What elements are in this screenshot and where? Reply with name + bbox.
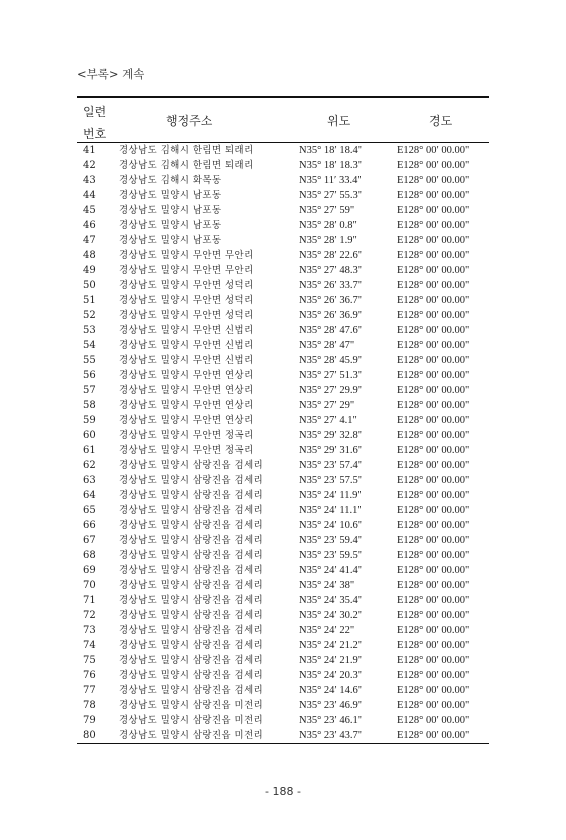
row-address: 경상남도 밀양시 삼랑진읍 검세리 [119, 475, 264, 486]
row-longitude: E128° 00′ 00.00" [397, 490, 470, 501]
table-row [77, 323, 489, 338]
row-address: 경상남도 밀양시 삼랑진읍 검세리 [119, 535, 264, 546]
table-bottom-rule [77, 743, 489, 744]
row-number: 58 [83, 400, 96, 411]
row-longitude: E128° 00′ 00.00" [397, 355, 470, 366]
row-address: 경상남도 밀양시 무안면 연상리 [119, 400, 254, 411]
row-latitude: N35° 29′ 31.6" [299, 445, 362, 456]
row-longitude: E128° 00′ 00.00" [397, 625, 470, 636]
table-row [77, 728, 489, 743]
header-address: 행정주소 [166, 114, 213, 128]
row-address: 경상남도 밀양시 무안면 성덕리 [119, 280, 254, 291]
row-number: 48 [83, 250, 96, 261]
table-row [77, 413, 489, 428]
row-address: 경상남도 밀양시 삼랑진읍 미전리 [119, 730, 264, 741]
row-address: 경상남도 밀양시 남포동 [119, 190, 222, 201]
row-number: 61 [83, 445, 96, 456]
row-number: 73 [83, 625, 96, 636]
table-row [77, 653, 489, 668]
row-address: 경상남도 밀양시 무안면 연상리 [119, 370, 254, 381]
row-latitude: N35° 23′ 59.4" [299, 535, 362, 546]
row-address: 경상남도 김해시 화목동 [119, 175, 222, 186]
table-row [77, 398, 489, 413]
row-number: 53 [83, 325, 96, 336]
row-address: 경상남도 밀양시 무안면 신법리 [119, 325, 254, 336]
row-number: 44 [83, 190, 96, 201]
row-number: 52 [83, 310, 96, 321]
row-number: 64 [83, 490, 96, 501]
row-number: 72 [83, 610, 96, 621]
row-longitude: E128° 00′ 00.00" [397, 685, 470, 696]
row-number: 54 [83, 340, 96, 351]
row-longitude: E128° 00′ 00.00" [397, 445, 470, 456]
row-longitude: E128° 00′ 00.00" [397, 220, 470, 231]
table-row [77, 638, 489, 653]
table-row [77, 713, 489, 728]
row-number: 43 [83, 175, 96, 186]
table-row [77, 503, 489, 518]
table-row [77, 548, 489, 563]
row-latitude: N35° 26′ 36.9" [299, 310, 362, 321]
header-serial-line2: 번호 [83, 127, 107, 141]
row-longitude: E128° 00′ 00.00" [397, 715, 470, 726]
row-address: 경상남도 밀양시 삼랑진읍 검세리 [119, 565, 264, 576]
row-latitude: N35° 24′ 22" [299, 625, 355, 636]
row-latitude: N35° 24′ 38" [299, 580, 355, 591]
row-number: 65 [83, 505, 96, 516]
row-longitude: E128° 00′ 00.00" [397, 250, 470, 261]
row-address: 경상남도 밀양시 삼랑진읍 미전리 [119, 715, 264, 726]
row-number: 63 [83, 475, 96, 486]
row-latitude: N35° 24′ 30.2" [299, 610, 362, 621]
row-latitude: N35° 24′ 41.4" [299, 565, 362, 576]
row-latitude: N35° 24′ 11.1" [299, 505, 362, 516]
row-number: 76 [83, 670, 96, 681]
row-number: 68 [83, 550, 96, 561]
row-address: 경상남도 밀양시 삼랑진읍 검세리 [119, 610, 264, 621]
row-longitude: E128° 00′ 00.00" [397, 580, 470, 591]
row-number: 77 [83, 685, 96, 696]
row-longitude: E128° 00′ 00.00" [397, 385, 470, 396]
row-longitude: E128° 00′ 00.00" [397, 640, 470, 651]
table-row [77, 338, 489, 353]
table-row [77, 668, 489, 683]
table-row [77, 458, 489, 473]
row-address: 경상남도 밀양시 삼랑진읍 검세리 [119, 490, 264, 501]
row-longitude: E128° 00′ 00.00" [397, 550, 470, 561]
row-address: 경상남도 밀양시 삼랑진읍 검세리 [119, 685, 264, 696]
row-longitude: E128° 00′ 00.00" [397, 415, 470, 426]
table-row [77, 563, 489, 578]
row-latitude: N35° 28′ 0.8" [299, 220, 357, 231]
row-number: 59 [83, 415, 96, 426]
row-address: 경상남도 밀양시 삼랑진읍 검세리 [119, 655, 264, 666]
row-address: 경상남도 밀양시 무안면 무안리 [119, 265, 254, 276]
table-row [77, 308, 489, 323]
row-latitude: N35° 29′ 32.8" [299, 430, 362, 441]
header-longitude: 경도 [429, 114, 453, 128]
header-serial-line1: 일련 [83, 105, 107, 119]
row-latitude: N35° 27′ 29" [299, 400, 355, 411]
row-latitude: N35° 28′ 1.9" [299, 235, 357, 246]
table-row [77, 533, 489, 548]
row-number: 74 [83, 640, 96, 651]
row-longitude: E128° 00′ 00.00" [397, 655, 470, 666]
row-latitude: N35° 27′ 4.1" [299, 415, 357, 426]
table-row [77, 143, 489, 158]
table-row [77, 443, 489, 458]
row-latitude: N35° 24′ 10.6" [299, 520, 362, 531]
row-longitude: E128° 00′ 00.00" [397, 505, 470, 516]
row-latitude: N35° 24′ 21.9" [299, 655, 362, 666]
table-row [77, 158, 489, 173]
table-row [77, 383, 489, 398]
row-address: 경상남도 밀양시 무안면 정곡리 [119, 430, 254, 441]
row-address: 경상남도 김해시 한림면 퇴래리 [119, 160, 254, 171]
row-number: 67 [83, 535, 96, 546]
table-header [77, 98, 489, 142]
row-latitude: N35° 28′ 45.9" [299, 355, 362, 366]
row-latitude: N35° 27′ 48.3" [299, 265, 362, 276]
row-latitude: N35° 24′ 14.6" [299, 685, 362, 696]
row-number: 56 [83, 370, 96, 381]
row-longitude: E128° 00′ 00.00" [397, 700, 470, 711]
row-longitude: E128° 00′ 00.00" [397, 520, 470, 531]
row-number: 57 [83, 385, 96, 396]
row-number: 60 [83, 430, 96, 441]
row-address: 경상남도 밀양시 무안면 성덕리 [119, 295, 254, 306]
row-number: 47 [83, 235, 96, 246]
row-latitude: N35° 18′ 18.4" [299, 145, 362, 156]
row-number: 78 [83, 700, 96, 711]
table-row [77, 203, 489, 218]
row-latitude: N35° 24′ 20.3" [299, 670, 362, 681]
row-address: 경상남도 밀양시 삼랑진읍 검세리 [119, 595, 264, 606]
row-longitude: E128° 00′ 00.00" [397, 205, 470, 216]
row-address: 경상남도 밀양시 무안면 연상리 [119, 415, 254, 426]
row-longitude: E128° 00′ 00.00" [397, 160, 470, 171]
row-latitude: N35° 26′ 33.7" [299, 280, 362, 291]
row-longitude: E128° 00′ 00.00" [397, 295, 470, 306]
row-number: 41 [83, 145, 96, 156]
row-latitude: N35° 23′ 57.5" [299, 475, 362, 486]
row-address: 경상남도 밀양시 삼랑진읍 검세리 [119, 670, 264, 681]
row-longitude: E128° 00′ 00.00" [397, 460, 470, 471]
row-longitude: E128° 00′ 00.00" [397, 340, 470, 351]
row-latitude: N35° 26′ 36.7" [299, 295, 362, 306]
row-latitude: N35° 11′ 33.4" [299, 175, 362, 186]
row-longitude: E128° 00′ 00.00" [397, 325, 470, 336]
row-latitude: N35° 23′ 46.9" [299, 700, 362, 711]
row-number: 62 [83, 460, 96, 471]
appendix-caption: <부록> 계속 [77, 67, 145, 81]
table-row [77, 518, 489, 533]
row-longitude: E128° 00′ 00.00" [397, 610, 470, 621]
row-address: 경상남도 밀양시 무안면 정곡리 [119, 445, 254, 456]
table-row [77, 263, 489, 278]
row-number: 71 [83, 595, 96, 606]
row-number: 79 [83, 715, 96, 726]
coordinates-table [77, 96, 489, 744]
table-row [77, 608, 489, 623]
row-latitude: N35° 28′ 47" [299, 340, 355, 351]
row-address: 경상남도 밀양시 남포동 [119, 220, 222, 231]
row-number: 46 [83, 220, 96, 231]
header-latitude: 위도 [327, 114, 351, 128]
row-number: 42 [83, 160, 96, 171]
row-latitude: N35° 28′ 47.6" [299, 325, 362, 336]
row-number: 49 [83, 265, 96, 276]
table-body [77, 143, 489, 743]
row-latitude: N35° 28′ 22.6" [299, 250, 362, 261]
row-number: 55 [83, 355, 96, 366]
table-row [77, 473, 489, 488]
table-row [77, 173, 489, 188]
row-longitude: E128° 00′ 00.00" [397, 730, 470, 741]
row-longitude: E128° 00′ 00.00" [397, 310, 470, 321]
row-longitude: E128° 00′ 00.00" [397, 430, 470, 441]
row-longitude: E128° 00′ 00.00" [397, 475, 470, 486]
table-row [77, 278, 489, 293]
row-latitude: N35° 24′ 21.2" [299, 640, 362, 651]
row-longitude: E128° 00′ 00.00" [397, 370, 470, 381]
row-latitude: N35° 23′ 43.7" [299, 730, 362, 741]
row-longitude: E128° 00′ 00.00" [397, 595, 470, 606]
row-latitude: N35° 27′ 29.9" [299, 385, 362, 396]
row-address: 경상남도 밀양시 삼랑진읍 검세리 [119, 550, 264, 561]
row-number: 70 [83, 580, 96, 591]
table-row [77, 218, 489, 233]
row-number: 45 [83, 205, 96, 216]
row-address: 경상남도 밀양시 무안면 성덕리 [119, 310, 254, 321]
row-address: 경상남도 밀양시 삼랑진읍 검세리 [119, 460, 264, 471]
row-longitude: E128° 00′ 00.00" [397, 565, 470, 576]
table-row [77, 248, 489, 263]
table-row [77, 353, 489, 368]
table-row [77, 578, 489, 593]
row-longitude: E128° 00′ 00.00" [397, 535, 470, 546]
row-address: 경상남도 밀양시 무안면 무안리 [119, 250, 254, 261]
row-longitude: E128° 00′ 00.00" [397, 280, 470, 291]
row-number: 51 [83, 295, 96, 306]
row-address: 경상남도 밀양시 삼랑진읍 검세리 [119, 640, 264, 651]
table-row [77, 593, 489, 608]
row-latitude: N35° 24′ 11.9" [299, 490, 362, 501]
table-row [77, 698, 489, 713]
row-latitude: N35° 18′ 18.3" [299, 160, 362, 171]
row-latitude: N35° 23′ 57.4" [299, 460, 362, 471]
row-longitude: E128° 00′ 00.00" [397, 670, 470, 681]
row-address: 경상남도 김해시 한림면 퇴래리 [119, 145, 254, 156]
page-number: - 188 - [265, 785, 301, 798]
table-row [77, 683, 489, 698]
row-latitude: N35° 23′ 59.5" [299, 550, 362, 561]
row-longitude: E128° 00′ 00.00" [397, 190, 470, 201]
row-address: 경상남도 밀양시 무안면 연상리 [119, 385, 254, 396]
row-latitude: N35° 27′ 59" [299, 205, 355, 216]
row-longitude: E128° 00′ 00.00" [397, 235, 470, 246]
table-row [77, 233, 489, 248]
row-address: 경상남도 밀양시 남포동 [119, 205, 222, 216]
row-address: 경상남도 밀양시 삼랑진읍 검세리 [119, 625, 264, 636]
row-longitude: E128° 00′ 00.00" [397, 400, 470, 411]
row-number: 69 [83, 565, 96, 576]
row-latitude: N35° 27′ 55.3" [299, 190, 362, 201]
row-latitude: N35° 27′ 51.3" [299, 370, 362, 381]
table-row [77, 488, 489, 503]
table-row [77, 188, 489, 203]
row-number: 75 [83, 655, 96, 666]
row-number: 80 [83, 730, 96, 741]
table-row [77, 623, 489, 638]
row-address: 경상남도 밀양시 무안면 신법리 [119, 340, 254, 351]
table-row [77, 368, 489, 383]
row-longitude: E128° 00′ 00.00" [397, 175, 470, 186]
row-address: 경상남도 밀양시 무안면 신법리 [119, 355, 254, 366]
row-number: 66 [83, 520, 96, 531]
row-longitude: E128° 00′ 00.00" [397, 265, 470, 276]
row-longitude: E128° 00′ 00.00" [397, 145, 470, 156]
row-address: 경상남도 밀양시 삼랑진읍 미전리 [119, 700, 264, 711]
table-row [77, 293, 489, 308]
row-latitude: N35° 24′ 35.4" [299, 595, 362, 606]
row-latitude: N35° 23′ 46.1" [299, 715, 362, 726]
row-number: 50 [83, 280, 96, 291]
row-address: 경상남도 밀양시 남포동 [119, 235, 222, 246]
row-address: 경상남도 밀양시 삼랑진읍 검세리 [119, 580, 264, 591]
row-address: 경상남도 밀양시 삼랑진읍 검세리 [119, 520, 264, 531]
row-address: 경상남도 밀양시 삼랑진읍 검세리 [119, 505, 264, 516]
table-row [77, 428, 489, 443]
